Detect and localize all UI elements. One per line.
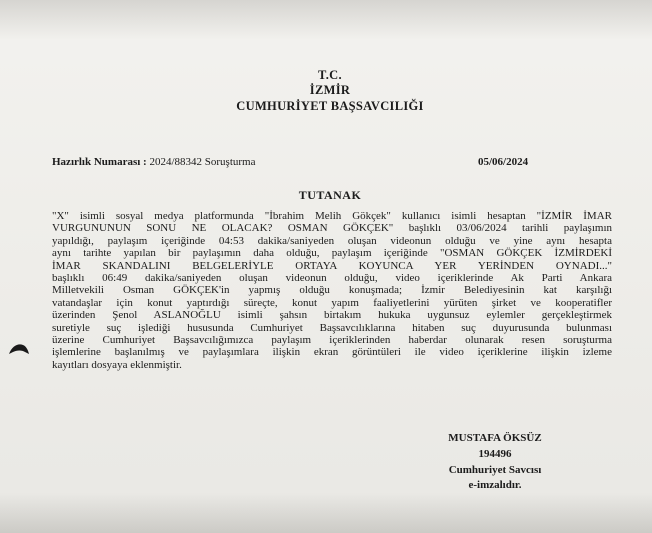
file-number: [52, 156, 256, 168]
body-line: İMAR SKANDALINI BELGELERİYLE ORTAYA KOYUNCA YER YERİNDEN OYNADI...": [52, 259, 612, 272]
top-shadow: [0, 0, 652, 40]
body-line: Milletvekili Osman GÖKÇEK'in yapmış olduğu konuşmada; İzmir Belediyesinin kat karşılığı: [52, 284, 612, 297]
body-line: aynı tarihte yapılan bir paylaşımın daha olduğu, paylaşım içeriğinde "OSMAN GÖKÇEK İZMİRDEKİ: [52, 247, 612, 260]
file-number-value: 2024/88342 Soruşturma: [149, 156, 256, 168]
body-line: üzerine Cumhuriyet Başsavcılığımızca paylaşım içeriklerinden haberdar olunarak resen soruşturma: [52, 334, 612, 347]
signer-name: MUSTAFA ÖKSÜZ: [448, 432, 542, 444]
header-country: T.C.: [318, 68, 342, 82]
body-line: vatandaşlar için konut yaptırdığı süreçte, konut yapım faaliyetlerini yürüten şirket ve kooperatifler: [52, 296, 612, 309]
signer-role: Cumhuriyet Savcısı: [448, 464, 542, 476]
body-line: suretiyle suç işlediği hususunda Cumhuriyet Başsavcılıklarına hitaben suç duyurusunda bulunması: [52, 321, 612, 334]
body-line: başlıklı 06:49 dakika/saniyeden oluşan videonun olduğu, video içeriklerinde Ak Parti Ankara: [52, 272, 612, 285]
body-line: üzerinden Şenol ASLANOĞLU isimli şahsın birtakım hukuka uygunsuz eylemler gerçekleştirmek: [52, 309, 612, 322]
body-line: VURGUNUNUN SONU NE OLACAK? OSMAN GÖKÇEK" başlıklı 03/06/2024 tarihli paylaşımın: [52, 222, 612, 235]
body-line: "X" isimli sosyal medya platformunda "İbrahim Melih Gökçek" kullanıcı isimli hesaptan "İZMİR İMAR: [52, 210, 612, 222]
document-body: [52, 210, 612, 371]
e-signature-note: e-imzalıdır.: [468, 479, 522, 491]
header-office: CUMHURİYET BAŞSAVCILIĞI: [236, 99, 424, 113]
document-date: 05/06/2024: [478, 156, 529, 168]
body-line: kayıtları dosyaya eklenmiştir.: [52, 358, 182, 371]
bottom-shadow: [0, 493, 652, 533]
margin-mark-icon: [8, 342, 30, 356]
file-number-label: Hazırlık Numarası :: [52, 156, 147, 168]
header-city: İZMİR: [309, 83, 351, 97]
body-line: yapıldığı, paylaşım içeriğinde 04:53 dakika/saniyeden oluşan videonun olduğu ve yine aynı hesapta: [52, 234, 612, 247]
document-title: TUTANAK: [298, 188, 362, 202]
body-line: işlemlerine başlanılmış ve paylaşımlara ilişkin ekran görüntüleri ile video içeriklerine ilişkin izleme: [52, 346, 612, 359]
signer-number: 194496: [478, 448, 512, 460]
